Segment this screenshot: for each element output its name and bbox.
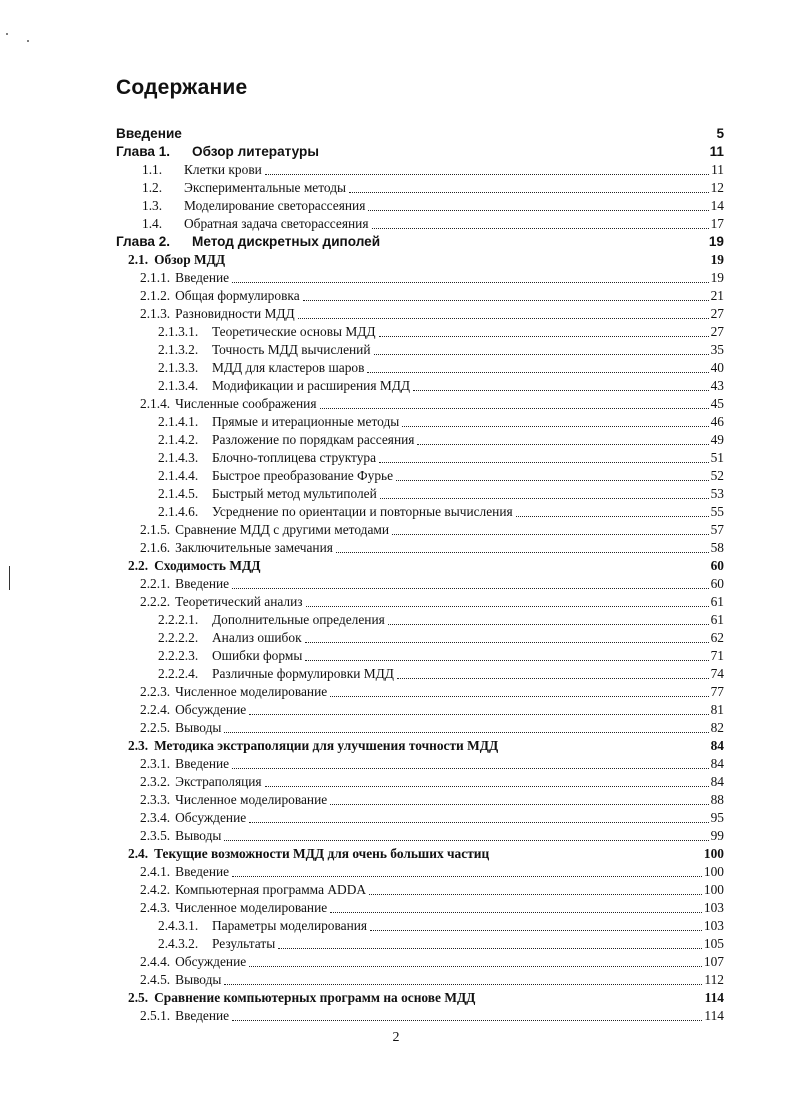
toc-entry	[116, 431, 724, 449]
toc-entry-page: 61	[710, 612, 724, 627]
toc-entry-page: 19	[708, 234, 724, 249]
toc-entry-number: 2.4.4.	[140, 954, 171, 969]
toc-entry-title: Обзор литературы	[192, 144, 319, 159]
toc-entry-number: 2.2.2.1.	[158, 612, 199, 627]
toc-entry	[116, 305, 724, 323]
toc-leader-dots	[185, 129, 715, 139]
toc-entry-page: 62	[710, 630, 724, 645]
toc-entry-title: Клетки крови	[184, 162, 262, 177]
toc-entry-number: 2.1.5.	[140, 522, 171, 537]
toc-leader-dots	[249, 812, 708, 823]
toc-entry-title: МДД для кластеров шаров	[212, 360, 365, 375]
toc-entry-title: Метод дискретных диполей	[192, 234, 381, 249]
toc-entry-number: Глава 2.	[116, 234, 171, 249]
toc-entry-title: Сравнение МДД с другими методами	[175, 522, 390, 537]
toc-entry-number: 2.1.3.1.	[158, 324, 199, 339]
toc-leader-dots	[417, 434, 708, 445]
toc-leader-dots	[224, 974, 702, 985]
table-of-contents	[116, 125, 724, 1025]
toc-entry-page: 51	[710, 450, 724, 465]
toc-entry-title: Обсуждение	[175, 702, 247, 717]
toc-entry	[116, 971, 724, 989]
toc-leader-dots	[303, 290, 709, 301]
toc-entry-number: 2.3.	[128, 738, 149, 753]
toc-leader-dots	[372, 218, 709, 229]
toc-entry	[116, 377, 724, 395]
toc-entry-title: Теоретический анализ	[175, 594, 303, 609]
toc-entry-title: Компьютерная программа ADDA	[175, 882, 367, 897]
toc-entry-page: 58	[710, 540, 724, 555]
toc-leader-dots	[330, 794, 708, 805]
toc-leader-dots	[367, 362, 708, 373]
toc-entry-page: 103	[703, 900, 724, 915]
toc-entry-page: 11	[709, 144, 724, 159]
toc-entry-page: 84	[710, 756, 724, 771]
toc-entry-page: 27	[710, 324, 724, 339]
toc-entry-page: 40	[710, 360, 724, 375]
toc-entry	[116, 251, 724, 269]
toc-entry-number: 2.1.4.6.	[158, 504, 199, 519]
toc-entry-title: Введение	[116, 126, 182, 141]
toc-leader-dots	[232, 758, 708, 769]
toc-leader-dots	[265, 776, 709, 787]
toc-leader-dots	[478, 993, 702, 1003]
page-number: 2	[392, 1030, 400, 1045]
toc-entry-title: Разложение по порядкам рассеяния	[212, 432, 415, 447]
toc-entry-page: 107	[703, 954, 724, 969]
toc-entry-title: Выводы	[175, 972, 222, 987]
toc-entry-number: 2.4.3.2.	[158, 936, 199, 951]
toc-entry-number: 2.4.5.	[140, 972, 171, 987]
toc-entry	[116, 395, 724, 413]
toc-entry	[116, 521, 724, 539]
toc-leader-dots	[232, 578, 708, 589]
toc-entry-title: Введение	[175, 756, 230, 771]
toc-entry	[116, 1007, 724, 1025]
toc-leader-dots	[322, 147, 708, 157]
toc-entry-number: 2.1.4.4.	[158, 468, 199, 483]
toc-leader-dots	[265, 164, 709, 175]
toc-entry-page: 74	[710, 666, 724, 681]
toc-entry-page: 27	[710, 306, 724, 321]
toc-entry-number: 2.5.	[128, 990, 149, 1005]
toc-entry-number: 2.2.2.3.	[158, 648, 199, 663]
toc-entry	[116, 539, 724, 557]
toc-entry-page: 99	[710, 828, 724, 843]
toc-entry-number: 2.1.3.	[140, 306, 171, 321]
toc-entry-number: 2.1.4.	[140, 396, 171, 411]
toc-entry-number: 2.1.4.5.	[158, 486, 199, 501]
toc-entry-title: Численное моделирование	[175, 792, 328, 807]
toc-entry-title: Теоретические основы МДД	[212, 324, 376, 339]
toc-entry-page: 57	[710, 522, 724, 537]
toc-entry-number: 2.3.3.	[140, 792, 171, 807]
toc-entry-title: Прямые и итерационные методы	[212, 414, 400, 429]
toc-leader-dots	[336, 542, 709, 553]
toc-leader-dots	[349, 182, 709, 193]
toc-entry-number: 2.1.6.	[140, 540, 171, 555]
toc-entry-title: Обсуждение	[175, 954, 247, 969]
toc-entry	[116, 701, 724, 719]
toc-leader-dots	[379, 452, 709, 463]
toc-entry-page: 52	[710, 468, 724, 483]
toc-entry-number: 1.3.	[142, 198, 163, 213]
toc-entry-number: 1.2.	[142, 180, 163, 195]
toc-leader-dots	[501, 741, 708, 751]
toc-entry-page: 88	[710, 792, 724, 807]
toc-entry	[116, 467, 724, 485]
toc-leader-dots	[306, 596, 709, 607]
toc-entry-page: 43	[710, 378, 724, 393]
toc-entry-number: 2.4.1.	[140, 864, 171, 879]
scan-speck	[6, 33, 8, 35]
toc-entry-number: 2.2.4.	[140, 702, 171, 717]
toc-entry-number: 2.1.1.	[140, 270, 171, 285]
toc-entry-number: 2.3.4.	[140, 810, 171, 825]
toc-entry-title: Введение	[175, 270, 230, 285]
toc-entry-page: 12	[710, 180, 724, 195]
toc-leader-dots	[392, 524, 709, 535]
toc-entry	[116, 935, 724, 953]
toc-entry-title: Сходимость МДД	[154, 558, 261, 573]
toc-entry-page: 19	[710, 270, 724, 285]
toc-entry-title: Введение	[175, 864, 230, 879]
toc-entry	[116, 323, 724, 341]
toc-entry-page: 84	[710, 738, 724, 753]
toc-entry	[116, 719, 724, 737]
toc-leader-dots	[379, 326, 709, 337]
toc-entry-page: 60	[710, 558, 724, 573]
toc-entry	[116, 917, 724, 935]
toc-entry-title: Различные формулировки МДД	[212, 666, 394, 681]
toc-entry-page: 71	[710, 648, 724, 663]
toc-leader-dots	[492, 849, 702, 859]
toc-entry-number: 2.2.2.	[140, 594, 171, 609]
toc-entry-page: 60	[710, 576, 724, 591]
toc-leader-dots	[232, 1010, 702, 1021]
toc-entry	[116, 485, 724, 503]
toc-entry	[116, 593, 724, 611]
toc-leader-dots	[305, 632, 709, 643]
toc-entry-page: 55	[710, 504, 724, 519]
toc-entry	[116, 125, 724, 143]
toc-entry-number: 2.1.3.4.	[158, 378, 199, 393]
toc-entry-number: 2.2.1.	[140, 576, 171, 591]
toc-entry-page: 84	[710, 774, 724, 789]
toc-entry	[116, 665, 724, 683]
toc-entry-number: 2.1.4.1.	[158, 414, 199, 429]
toc-entry-page: 95	[710, 810, 724, 825]
toc-entry-title: Результаты	[212, 936, 276, 951]
toc-entry-number: 2.4.	[128, 846, 149, 861]
toc-entry-number: 1.1.	[142, 162, 163, 177]
toc-entry	[116, 269, 724, 287]
toc-entry-title: Сравнение компьютерных программ на основе МДД	[154, 990, 476, 1005]
toc-entry	[116, 197, 724, 215]
toc-entry-number: 2.1.4.2.	[158, 432, 199, 447]
toc-entry-title: Быстрое преобразование Фурье	[212, 468, 394, 483]
toc-entry-title: Модификации и расширения МДД	[212, 378, 411, 393]
toc-entry	[116, 503, 724, 521]
toc-entry-page: 14	[710, 198, 724, 213]
toc-leader-dots	[369, 884, 702, 895]
toc-entry-title: Точность МДД вычислений	[212, 342, 371, 357]
toc-entry-page: 35	[710, 342, 724, 357]
toc-leader-dots	[224, 722, 708, 733]
toc-entry-page: 114	[704, 1008, 724, 1023]
toc-entry-number: 2.4.3.	[140, 900, 171, 915]
toc-entry-title: Обратная задача светорассеяния	[184, 216, 369, 231]
toc-entry-page: 105	[703, 936, 724, 951]
toc-leader-dots	[249, 956, 702, 967]
toc-leader-dots	[224, 830, 708, 841]
toc-entry-title: Заключительные замечания	[175, 540, 333, 555]
toc-entry	[116, 143, 724, 161]
toc-entry	[116, 179, 724, 197]
toc-leader-dots	[374, 344, 709, 355]
toc-leader-dots	[298, 308, 709, 319]
toc-entry	[116, 791, 724, 809]
toc-entry-title: Общая формулировка	[175, 288, 300, 303]
toc-entry	[116, 557, 724, 575]
toc-entry-title: Обсуждение	[175, 810, 247, 825]
toc-leader-dots	[249, 704, 708, 715]
toc-entry-title: Моделирование светорассеяния	[184, 198, 366, 213]
toc-entry-title: Численные соображения	[175, 396, 317, 411]
toc-entry	[116, 233, 724, 251]
toc-leader-dots	[388, 614, 709, 625]
toc-entry	[116, 881, 724, 899]
toc-leader-dots	[320, 398, 709, 409]
toc-entry	[116, 683, 724, 701]
toc-entry-title: Численное моделирование	[175, 900, 328, 915]
toc-entry-number: 2.2.2.4.	[158, 666, 199, 681]
toc-entry-title: Введение	[175, 1008, 230, 1023]
toc-entry-title: Экстраполяция	[175, 774, 262, 789]
toc-leader-dots	[305, 650, 708, 661]
toc-entry	[116, 575, 724, 593]
toc-entry-number: 2.4.3.1.	[158, 918, 199, 933]
toc-entry-title: Текущие возможности МДД для очень больших частиц	[154, 846, 490, 861]
toc-entry-number: 2.2.3.	[140, 684, 171, 699]
toc-entry-number: 1.4.	[142, 216, 163, 231]
toc-entry-title: Параметры моделирования	[212, 918, 368, 933]
toc-entry-number: 2.2.	[128, 558, 149, 573]
toc-entry-number: 2.1.3.3.	[158, 360, 199, 375]
toc-entry	[116, 773, 724, 791]
toc-entry	[116, 899, 724, 917]
toc-entry-page: 46	[710, 414, 724, 429]
toc-entry-number: 2.1.4.3.	[158, 450, 199, 465]
toc-entry-number: 2.4.2.	[140, 882, 171, 897]
toc-entry	[116, 755, 724, 773]
toc-entry-number: 2.5.1.	[140, 1008, 171, 1023]
toc-entry	[116, 215, 724, 233]
page-title: Содержание	[116, 76, 248, 99]
toc-entry-page: 103	[703, 918, 724, 933]
toc-entry-title: Дополнительные определения	[212, 612, 385, 627]
toc-entry-title: Усреднение по ориентации и повторные вычисления	[212, 504, 513, 519]
toc-entry-title: Ошибки формы	[212, 648, 303, 663]
margin-scan-mark	[9, 566, 10, 590]
toc-entry-number: Глава 1.	[116, 144, 171, 159]
toc-entry-page: 19	[710, 252, 724, 267]
toc-entry-page: 45	[710, 396, 724, 411]
toc-entry-title: Выводы	[175, 720, 222, 735]
toc-leader-dots	[396, 470, 709, 481]
toc-entry	[116, 647, 724, 665]
toc-entry	[116, 989, 724, 1007]
toc-entry-page: 112	[704, 972, 724, 987]
toc-entry	[116, 827, 724, 845]
toc-entry	[116, 287, 724, 305]
toc-entry	[116, 629, 724, 647]
toc-entry-page: 100	[703, 846, 724, 861]
toc-entry	[116, 359, 724, 377]
toc-entry-page: 5	[716, 126, 724, 141]
toc-entry-number: 2.3.1.	[140, 756, 171, 771]
toc-leader-dots	[330, 686, 708, 697]
toc-entry-page: 11	[711, 162, 724, 177]
toc-entry-page: 17	[710, 216, 724, 231]
toc-entry-page: 49	[710, 432, 724, 447]
toc-entry-number: 2.1.	[128, 252, 149, 267]
toc-entry	[116, 953, 724, 971]
toc-entry-page: 61	[710, 594, 724, 609]
toc-entry-number: 2.1.3.2.	[158, 342, 199, 357]
toc-entry-number: 2.3.2.	[140, 774, 171, 789]
toc-leader-dots	[330, 902, 702, 913]
toc-entry-title: Анализ ошибок	[212, 630, 302, 645]
toc-entry-page: 77	[710, 684, 724, 699]
toc-entry	[116, 611, 724, 629]
scan-speck	[27, 40, 29, 42]
toc-entry-title: Разновидности МДД	[175, 306, 295, 321]
toc-entry	[116, 809, 724, 827]
toc-entry-title: Численное моделирование	[175, 684, 328, 699]
toc-entry	[116, 341, 724, 359]
toc-entry-title: Введение	[175, 576, 230, 591]
toc-leader-dots	[397, 668, 709, 679]
toc-entry-page: 114	[704, 990, 724, 1005]
toc-leader-dots	[370, 920, 702, 931]
toc-entry-page: 81	[710, 702, 724, 717]
toc-leader-dots	[413, 380, 709, 391]
toc-entry	[116, 413, 724, 431]
toc-entry-page: 100	[703, 864, 724, 879]
toc-entry-number: 2.1.2.	[140, 288, 171, 303]
toc-entry-page: 21	[710, 288, 724, 303]
toc-entry	[116, 161, 724, 179]
toc-leader-dots	[380, 488, 709, 499]
toc-entry	[116, 449, 724, 467]
toc-leader-dots	[263, 561, 708, 571]
toc-entry-title: Экспериментальные методы	[184, 180, 347, 195]
toc-entry-number: 2.2.5.	[140, 720, 171, 735]
toc-leader-dots	[516, 506, 709, 517]
toc-entry-number: 2.2.2.2.	[158, 630, 199, 645]
toc-entry-page: 82	[710, 720, 724, 735]
toc-entry-title: Обзор МДД	[154, 252, 226, 267]
toc-leader-dots	[368, 200, 708, 211]
toc-entry	[116, 845, 724, 863]
toc-leader-dots	[402, 416, 708, 427]
toc-entry-title: Методика экстраполяции для улучшения точности МДД	[154, 738, 499, 753]
toc-entry-page: 100	[703, 882, 724, 897]
toc-entry-number: 2.3.5.	[140, 828, 171, 843]
toc-entry-title: Выводы	[175, 828, 222, 843]
toc-leader-dots	[278, 938, 702, 949]
toc-entry-page: 53	[710, 486, 724, 501]
toc-leader-dots	[228, 255, 709, 265]
toc-entry-title: Быстрый метод мультиполей	[212, 486, 377, 501]
toc-leader-dots	[232, 866, 702, 877]
toc-entry-title: Блочно-топлицева структура	[212, 450, 377, 465]
toc-entry	[116, 863, 724, 881]
toc-leader-dots	[383, 237, 707, 247]
toc-leader-dots	[232, 272, 708, 283]
toc-entry	[116, 737, 724, 755]
